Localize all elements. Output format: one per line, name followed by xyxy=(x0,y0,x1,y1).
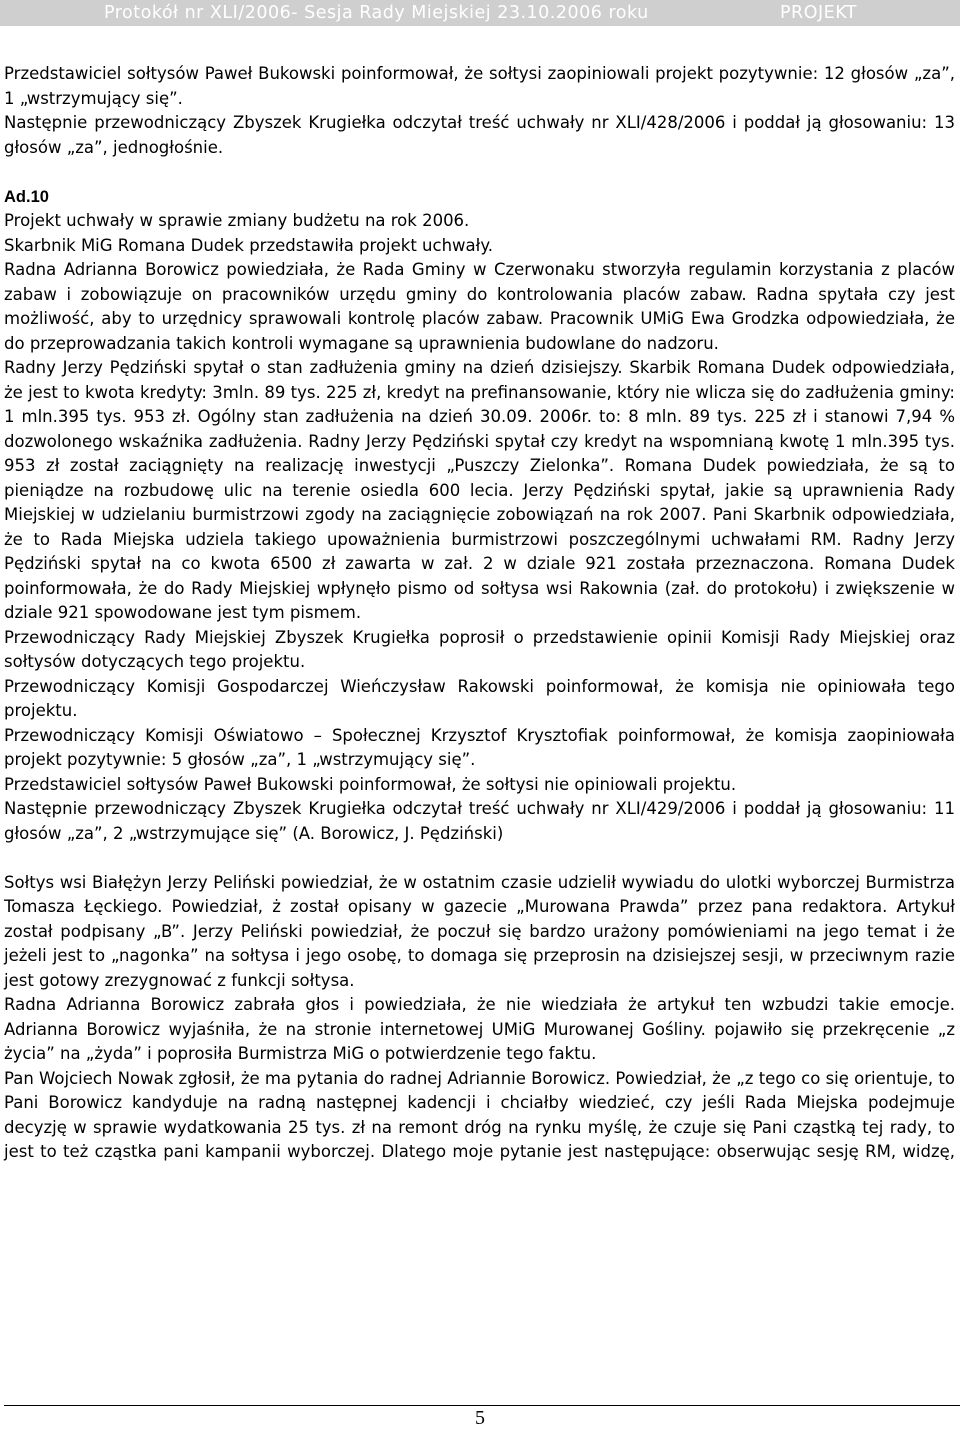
paragraph: Radny Jerzy Pędziński spytał o stan zadłużenia gminy na dzień dzisiejszy. Skarbik Romana Dudek odpowiedziała, że jest to kwota kredyty: 3mln. 89 tys. 225 zł, kredyt na prefinansowanie, który nie wlicza się do zadłużenia gminy: 1 mln.395 tys. 953 zł. Ogólny stan zadłużenia na dzień 30.09. 2006r. to: 8 mln. 89 tys. 225 zł i stanowi 7,94 % dozwolonego wskaźnika zadłużenia. Radny Jerzy Pędziński spytał czy kredyt na wspomnianą kwotę 1 mln.395 tys. 953 zł został zaciągnięty na realizację inwestycji „Puszczy Zielonka”. Romana Dudek powiedziała, że są to pieniądze na rozbudowę ulic na terenie osiedla 600 lecia. Jerzy Pędziński spytał, jakie są uprawnienia Rady Miejskiej w udzielaniu burmistrzowi zgody na zaciągnięcie zobowiązań na rok 2007. Pani Skarbnik odpowiedziała, że to Rada Miejska udziela takiego upoważnienia burmistrzowi poszczególnymi uchwałami RM. Radny Jerzy Pędziński spytał na co kwota 6500 zł zawarta w zał. 2 w dziale 921 została przeznaczona. Romana Dudek poinformowała, że do Rady Miejskiej wpłynęło pismo od sołtysa wsi Rakownia (zał. do protokołu) i zwiększenie w dziale 921 spowodowane jest tym pismem. xyxy=(4,358,955,622)
paragraph: Przewodniczący Komisji Gospodarczej Wieńczysław Rakowski poinformował, że komisja nie opiniowała tego projektu. xyxy=(4,676,955,720)
document-header xyxy=(0,0,960,26)
paragraph: Sołtys wsi Białężyn Jerzy Peliński powiedział, że w ostatnim czasie udzielił wywiadu do ulotki wyborczej Burmistrza Tomasza Łęckiego. Powiedział, ż został opisany w gazecie „Murowana Prawda” przez pana redaktora. Artykuł został podpisany „B”. Jerzy Peliński powiedział, że poczuł się bardzo urażony pomówieniami na jego temat i że jeżeli jest to „nagonka” na sołtysa i jego osobę, to domaga się przeprosin na dzisiejszej sesji, w przeciwnym razie jest gotowy zrezygnować z funkcji sołtysa. xyxy=(4,872,955,990)
paragraph-spacer xyxy=(4,160,955,185)
paragraph: Przewodniczący Rady Miejskiej Zbyszek Krugiełka poprosił o przedstawienie opinii Komisji Rady Miejskiej oraz sołtysów dotyczących tego projektu. xyxy=(4,627,955,671)
document-body xyxy=(4,62,955,1165)
paragraph: Następnie przewodniczący Zbyszek Krugiełka odczytał treść uchwały nr XLI/428/2006 i poddał ją głosowaniu: 13 głosów „za”, jednogłośnie. xyxy=(4,113,955,157)
agenda-item-label: Ad.10 xyxy=(4,187,49,206)
paragraph: Przedstawiciel sołtysów Paweł Bukowski poinformował, że sołtysi zaopiniowali projekt pozytywnie: 12 głosów „za”, 1 „wstrzymujący się”. xyxy=(4,64,955,108)
paragraph: Pan Wojciech Nowak zgłosił, że ma pytania do radnej Adriannie Borowicz. Powiedział, że „z tego co się orientuje, to Pani Borowicz kandyduje na radną następnej kadencji i chciałby wiedzieć, czy jeśli Rada Miejska podejmuje decyzję w sprawie wydatkowania 25 tys. zł na remont dróg na rynku myślę, że czuje się Pani cząstką tej rady, to jest to też cząstka pani kampanii wyborczej. Dlatego moje pytanie jest następujące: obserwując sesję RM, widzę, xyxy=(4,1068,955,1161)
page-number: 5 xyxy=(475,1407,485,1429)
paragraph-spacer xyxy=(4,846,955,871)
agenda-item-title: Projekt uchwały w sprawie zmiany budżetu na rok 2006. xyxy=(4,211,470,230)
header-draft-tag: PROJEKT xyxy=(779,3,857,23)
paragraph: Następnie przewodniczący Zbyszek Krugiełka odczytał treść uchwały nr XLI/429/2006 i poddał ją głosowaniu: 11 głosów „za”, 2 „wstrzymujące się” (A. Borowicz, J. Pędziński) xyxy=(4,799,955,843)
paragraph: Skarbnik MiG Romana Dudek przedstawiła projekt uchwały. xyxy=(4,235,493,255)
paragraph: Radna Adrianna Borowicz zabrała głos i powiedziała, że nie wiedziała że artykuł ten wzbudzi takie emocje. Adrianna Borowicz wyjaśniła, że na stronie internetowej UMiG Murowanej Gośliny. pojawiło się przekręcenie „z życia” na „żyda” i poprosiła Burmistrza MiG o potwierdzenie tego faktu. xyxy=(4,995,955,1063)
paragraph: Przewodniczący Komisji Oświatowo – Społecznej Krzysztof Krysztofiak poinformował, że komisja zaopiniowała projekt pozytywnie: 5 głosów „za”, 1 „wstrzymujący się”. xyxy=(4,725,955,769)
paragraph: Radna Adrianna Borowicz powiedziała, że Rada Gminy w Czerwonaku stworzyła regulamin korzystania z placów zabaw i zobowiązuje on pracowników urzędu gminy do kontrolowania placów zabaw. Radna spytała czy jest możliwość, aby to urzędnicy sprawowali kontrolę placów zabaw. Pracownik UMiG Ewa Grodzka odpowiedziała, że do przeprowadzania takich kontroli wymagane są uprawnienia budowlane do nadzoru. xyxy=(4,260,955,353)
paragraph: Przedstawiciel sołtysów Paweł Bukowski poinformował, że sołtysi nie opiniowali projektu. xyxy=(4,774,737,794)
header-title: Protokół nr XLI/2006- Sesja Rady Miejskiej 23.10.2006 roku xyxy=(104,3,649,23)
